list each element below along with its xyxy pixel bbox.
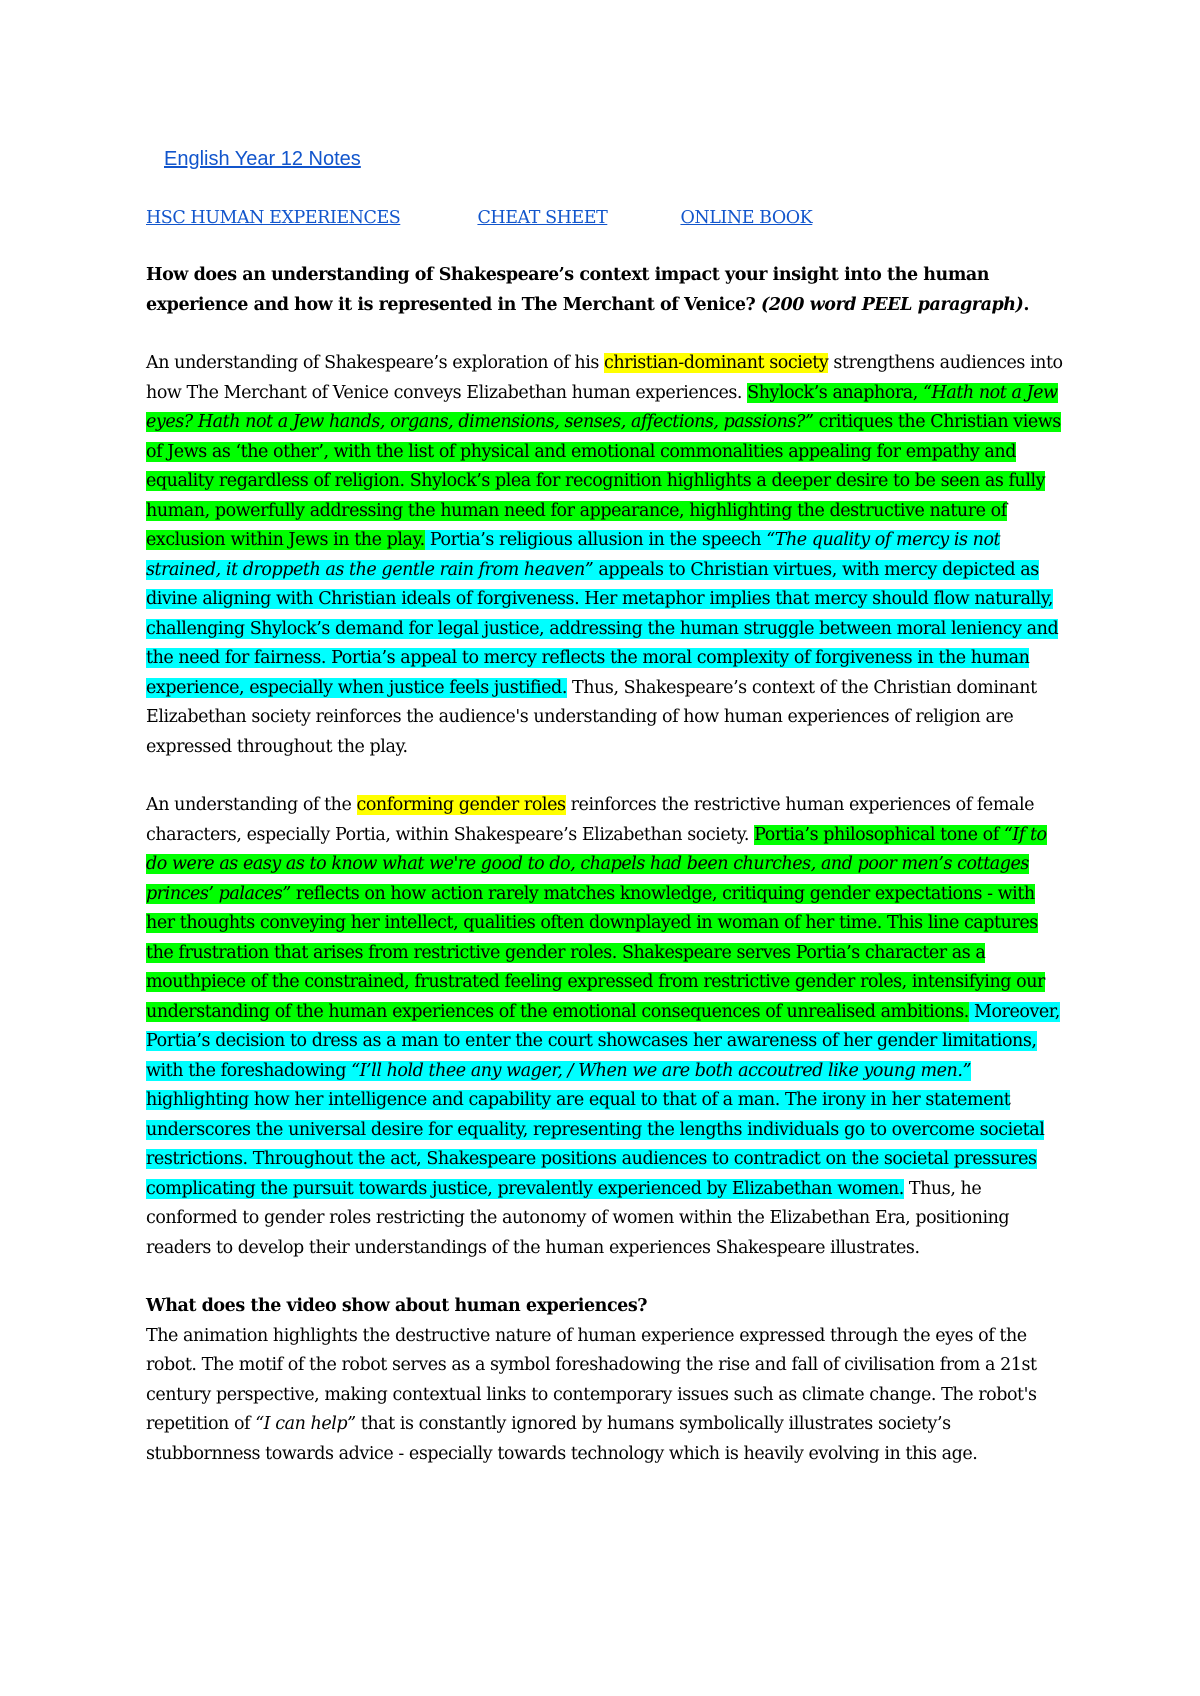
question-end: . [1023,294,1029,315]
paragraph-gender [146,791,1066,1263]
p2-conclusion: Thus, he conformed to gender roles restricting the autonomy of women within the Elizabethan Era, positioning readers to develop their understandings of the human experiences Shakespeare illustrates. [146,1178,1010,1258]
video-question: What does the video show about human experiences? [146,1296,648,1316]
p1-topic-highlight: christian-dominant society [604,353,829,373]
video-answer-b: that is constantly ignored by humans symbolically illustrates society’s stubbornness towards advice - especially towards technology which is heavily evolving in this age. [146,1414,978,1464]
p2-green-b: reflects on how action rarely matches knowledge, critiquing gender expectations - with her thoughts conveying her intellect, qualities often downplayed in woman of her time. This line captures the frustration that arises from restrictive gender roles. Shakespeare serves Portia’s character as a mouthpiece of the constrained, frustrated feeling expressed from restrictive gender roles, intensifying our understanding of the human experiences of the emotional consequences of unrealised ambitions. [146,883,1045,1022]
p1-intro: An understanding of Shakespeare’s exploration of his [146,353,605,373]
p1-cyan-highlight [146,530,1058,698]
video-answer [146,1322,1066,1470]
p2-cyan-quote: “I’ll hold thee any wager, / When we are both accoutred like young men.” [351,1060,971,1081]
video-answer-quote: “I can help” [255,1414,356,1434]
nav-link-hsc-human-experiences[interactable]: HSC HUMAN EXPERIENCES [146,208,401,228]
p1-cyan-quote: “The quality of mercy is not strained, it droppeth as the gentle rain from heaven” [146,530,1001,580]
question-note: (200 word PEEL paragraph) [761,294,1024,315]
document-content [146,145,1066,1469]
p1-conclusion: Thus, Shakespeare’s context of the Christian dominant Elizabethan society reinforces the audience's understanding of how human experiences of religion are expressed throughout the play. [146,677,1037,757]
p2-intro: An understanding of the [146,795,357,815]
p2-cyan-a: Moreover, Portia’s decision to dress as a man to enter the court showcases her awareness of her gender limitations, with the foreshadowing [146,1001,1060,1081]
p2-topic-highlight: conforming gender roles [356,795,566,815]
p2-cyan-highlight [146,1002,1060,1199]
essay-question [146,261,1066,320]
p2-cyan-b: highlighting how her intelligence and capability are equal to that of a man. The irony in her statement underscores the universal desire for equality, representing the lengths individuals go to overcome societal restrictions. Throughout the act, Shakespeare positions audiences to contradict on the societal pressures complicating the pursuit towards justice, prevalently experienced by Elizabethan women. [146,1090,1045,1199]
p1-cyan-b: appeals to Christian virtues, with mercy depicted as divine aligning with Christian ideals of forgiveness. Her metaphor implies that mercy should flow naturally, challenging Shylock’s demand for legal justice, addressing the human struggle between moral leniency and the need for fairness. Portia’s appeal to mercy reflects the moral complexity of forgiveness in the human experience, especially when justice feels justified. [146,559,1059,698]
p1-green-a: Shylock’s anaphora, [747,382,924,403]
nav-links [146,203,1066,233]
p1-cyan-a: Portia’s religious allusion in the speech [424,530,767,550]
doc-title-link[interactable]: English Year 12 Notes [164,148,361,170]
p2-green-a: Portia’s philosophical tone of [754,824,1004,845]
video-answer-a: The animation highlights the destructive nature of human experience expressed through the eyes of the robot. The motif of the robot serves as a symbol foreshadowing the rise and fall of civilisation from a 21st century perspective, making contextual links to contemporary issues such as climate change. The robot's repetition of [146,1325,1037,1434]
p1-green-highlight [146,383,1061,551]
p2-green-quote: “If to do were as easy as to know what we're good to do, chapels had been churches, and poor men’s cottages princes’ palaces” [146,824,1047,904]
nav-link-cheat-sheet[interactable]: CHEAT SHEET [477,208,608,228]
p1-green-quote: “Hath not a Jew eyes? Hath not a Jew hands, organs, dimensions, senses, affections, passions?” [146,382,1058,432]
paragraph-religion [146,349,1066,762]
p1-intro-cont: strengthens audiences into how The Merchant of Venice conveys Elizabethan human experiences. [146,353,1063,403]
nav-link-online-book[interactable]: ONLINE BOOK [680,208,813,228]
p2-intro-cont: reinforces the restrictive human experiences of female characters, especially Portia, within Shakespeare’s Elizabethan society. [146,795,1035,845]
question-text: How does an understanding of Shakespeare’s context impact your insight into the human experience and how it is represented in The Merchant of Venice? [146,265,990,315]
p2-green-highlight [146,825,1047,1022]
p1-green-b: critiques the Christian views of Jews as ‘the other’, with the list of physical and emotional commonalities appealing for empathy and equality regardless of religion. Shylock’s plea for recognition highlights a deeper desire to be seen as fully human, powerfully addressing the human need for appearance, highlighting the destructive nature of exclusion within Jews in the play. [146,412,1061,550]
